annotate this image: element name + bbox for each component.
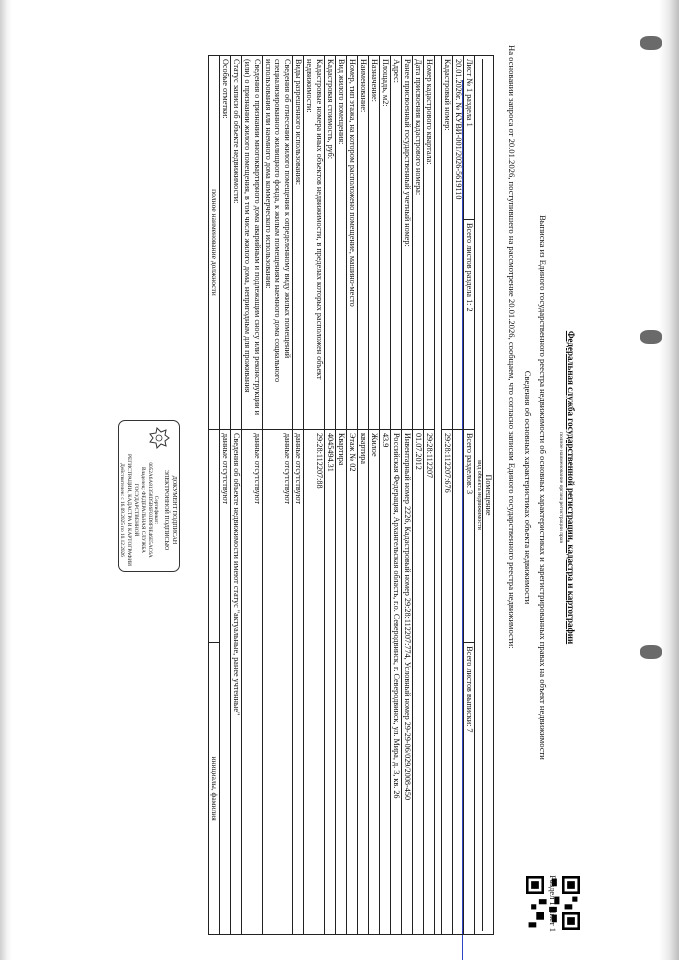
table-row [231,56,242,935]
table-row [379,56,390,935]
row-value: 01.07.2012 [412,429,423,934]
table-row [423,56,434,935]
document-title: Выписка из Единого государственного реестра недвижимости об основных характеристиках и зарегистрированных правах на объект недвижимости [537,215,548,760]
table-row [390,56,401,935]
row-value: данные отсутствуют [262,429,293,934]
row-label: Площадь, м2: [379,56,390,430]
stamp-owner-cont: РЕГИСТРАЦИИ, КАДАСТРА И КАРТОГРАФИИ [125,454,132,566]
page-reference: Раздел 1 Лист 1 [548,875,558,932]
row-label: Дата присвоения кадастрового номера: [412,56,423,430]
row-label: Особые отметки: [220,56,231,430]
row-value: Этаж № 02 [346,429,357,934]
stamp-owner: Владелец: ФЕДЕРАЛЬНАЯ СЛУЖБА ГОСУДАРСТВЕННОЙ [132,467,146,553]
row-label: Сведения о признании многоквартирного дома аварийным и подлежащим сносу или реконструкции и (или) о признании жилого помещения, в том числе жилого дома, непригодным для проживания [242,56,263,430]
punch-hole [640,330,662,344]
row-value: квартира [357,429,368,934]
table-row [401,56,412,935]
punch-hole [640,36,662,50]
scan-edge-left [0,0,12,960]
row-value: Жилое [368,429,379,934]
table-row [357,56,368,935]
row-value: Квартира [335,429,346,934]
table-row [335,56,346,935]
row-label: Виды разрешенного использования: [293,56,304,430]
request-basis: На основании запроса от 20.01.2026, поступившего на рассмотрение 20.01.2026, сообщаем, что согласно записям Единого государственного реестра недвижимости: [506,45,517,649]
object-type-cell [474,56,493,935]
row-value: данные отсутствуют [242,429,263,934]
object-type: Помещение [484,474,493,516]
table-row [242,56,263,935]
stamp-validity: Действителен: с 16.09.2025 по 10.12.2026 [119,463,126,557]
row-label: Назначение: [368,56,379,430]
row-value: 4045494.31 [324,429,335,934]
row-label: Наименование: [357,56,368,430]
row-value: 29:28:112207:88 [304,429,325,934]
document-sheet [80,35,580,940]
row-label: Номер кадастрового квартала: [423,56,434,430]
row-value: 43.9 [379,429,390,934]
stamp-title: ДОКУМЕНТ ПОДПИСАН ЭЛЕКТРОННОЙ ПОДПИСЬЮ [163,469,177,551]
row-value: Сведения об объекте недвижимости имеют статус "актуальные, ранее учтенные" [231,429,242,934]
table-row [368,56,379,935]
cadastral-number-value: 29:28:112207:676 [441,429,452,934]
row-value: 29:28:112207 [423,429,434,934]
signature-name: инициалы, фамилия [209,643,220,935]
electronic-signature-stamp [118,420,180,572]
table-row [220,56,231,935]
row-value: Инвентарный номер 2226, Кадастровый номер 29:28:112207:774, Условный номер 29-29-06/029/2008-450 [401,429,412,934]
row-label: Сведения об отнесении жилого помещения к определенному виду жилых помещений специализированного жилищного фонда, к жилым помещениям наемного дома социального использования или наемного дома коммерческого использования: [262,56,293,430]
total-sheets: Всего листов выписки: 7 [463,643,474,935]
row-value: данные отсутствуют [220,429,231,934]
property-rows [220,56,435,935]
cadastral-number-label: Кадастровый номер: [441,56,452,430]
request-number: 20.01.2026г. № КУВИ-001/2026-5619110 [452,56,463,430]
row-label: Адрес: [390,56,401,430]
total-sections: Всего разделов: 3 [463,429,474,642]
row-label: Кадастровые номера иных объектов недвижимости, в пределах которых расположен объект недвижимости: [304,56,325,430]
row-label: Ранее присвоенный государственный учетный номер: [401,56,412,430]
agency-caption: полное наименование органа регистрации прав [558,432,565,543]
table-row [346,56,357,935]
table-row [324,56,335,935]
table-row [293,56,304,935]
table-row [304,56,325,935]
row-label: Кадастровая стоимость, руб: [324,56,335,430]
property-table [208,55,494,935]
row-value: Российская Федерация, Архангельская область, г.о. Северодвинск, г. Северодвинск, ул. Мира, д. 3, кв. 26 [390,429,401,934]
object-type-caption: вид объекта недвижимости [475,59,483,931]
row-label: Вид жилого помещения: [335,56,346,430]
agency-name: Федеральная служба государственной регистрации, кадастра и картографии [566,330,576,645]
table-row [412,56,423,935]
sheet-number: Лист № 1 раздела 1 [463,56,474,220]
row-value: данные отсутствуют [293,429,304,934]
signature-position: полное наименование должности [209,56,220,430]
row-label: Статус записи об объекте недвижимости: [231,56,242,430]
emblem-icon [145,427,171,449]
scan-edge-right [659,0,679,960]
sheets-in-section: Всего листов раздела 1: 2 [463,219,474,429]
stamp-certificate: Сертификат: 0052A6A81358D5B6F03D8F9E46E5AC6A [146,462,160,558]
punch-hole [640,645,662,659]
table-row [262,56,293,935]
document-subtitle: Сведения об основных характеристиках объекта недвижимости [523,370,534,605]
row-label: Номер, тип этажа, на котором расположено помещение, машино-место [346,56,357,430]
